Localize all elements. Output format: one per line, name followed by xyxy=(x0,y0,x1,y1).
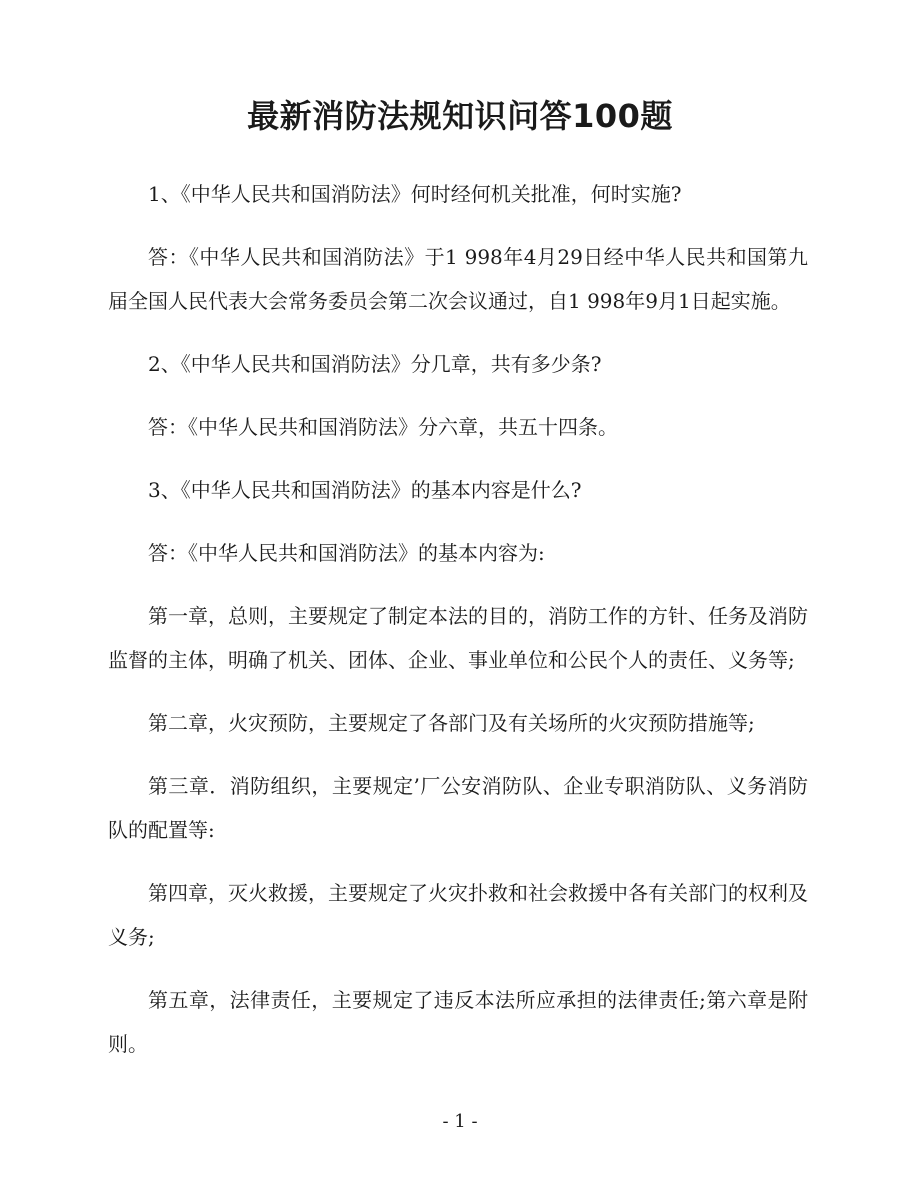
paragraph-chapter-1: 第一章，总则，主要规定了制定本法的目的，消防工作的方针、任务及消防监督的主体，明确了机关、团体、企业、事业单位和公民个人的责任、义务等; xyxy=(108,604,808,672)
paragraph-q1: 1、《中华人民共和国消防法》何时经何机关批准，何时实施? xyxy=(148,182,682,206)
paragraph-q3: 3、《中华人民共和国消防法》的基本内容是什么? xyxy=(148,478,582,502)
page-number: - 1 - xyxy=(442,1111,478,1132)
paragraph-chapter-4: 第四章，灭火救援，主要规定了火灾扑救和社会救援中各有关部门的权利及义务; xyxy=(108,881,808,949)
paragraph-a2: 答：《中华人民共和国消防法》分六章，共五十四条。 xyxy=(148,415,618,439)
paragraph-a3: 答：《中华人民共和国消防法》的基本内容为: xyxy=(148,541,545,565)
document-body xyxy=(108,172,808,1085)
paragraph-a1: 答：《中华人民共和国消防法》于1 998年4月29日经中华人民共和国第九届全国人民代表大会常务委员会第二次会议通过，自1 998年9月1日起实施。 xyxy=(108,245,808,313)
paragraph-q2: 2、《中华人民共和国消防法》分几章，共有多少条? xyxy=(148,352,602,376)
paragraph-chapter-5-6: 第五章，法律责任，主要规定了违反本法所应承担的法律责任;第六章是附则。 xyxy=(108,988,808,1056)
document-title: 最新消防法规知识问答100题 xyxy=(247,97,673,135)
paragraph-chapter-2: 第二章，火灾预防，主要规定了各部门及有关场所的火灾预防措施等; xyxy=(148,711,755,735)
paragraph-chapter-3: 第三章．消防组织，主要规定’厂公安消防队、企业专职消防队、义务消防队的配置等: xyxy=(108,774,808,842)
